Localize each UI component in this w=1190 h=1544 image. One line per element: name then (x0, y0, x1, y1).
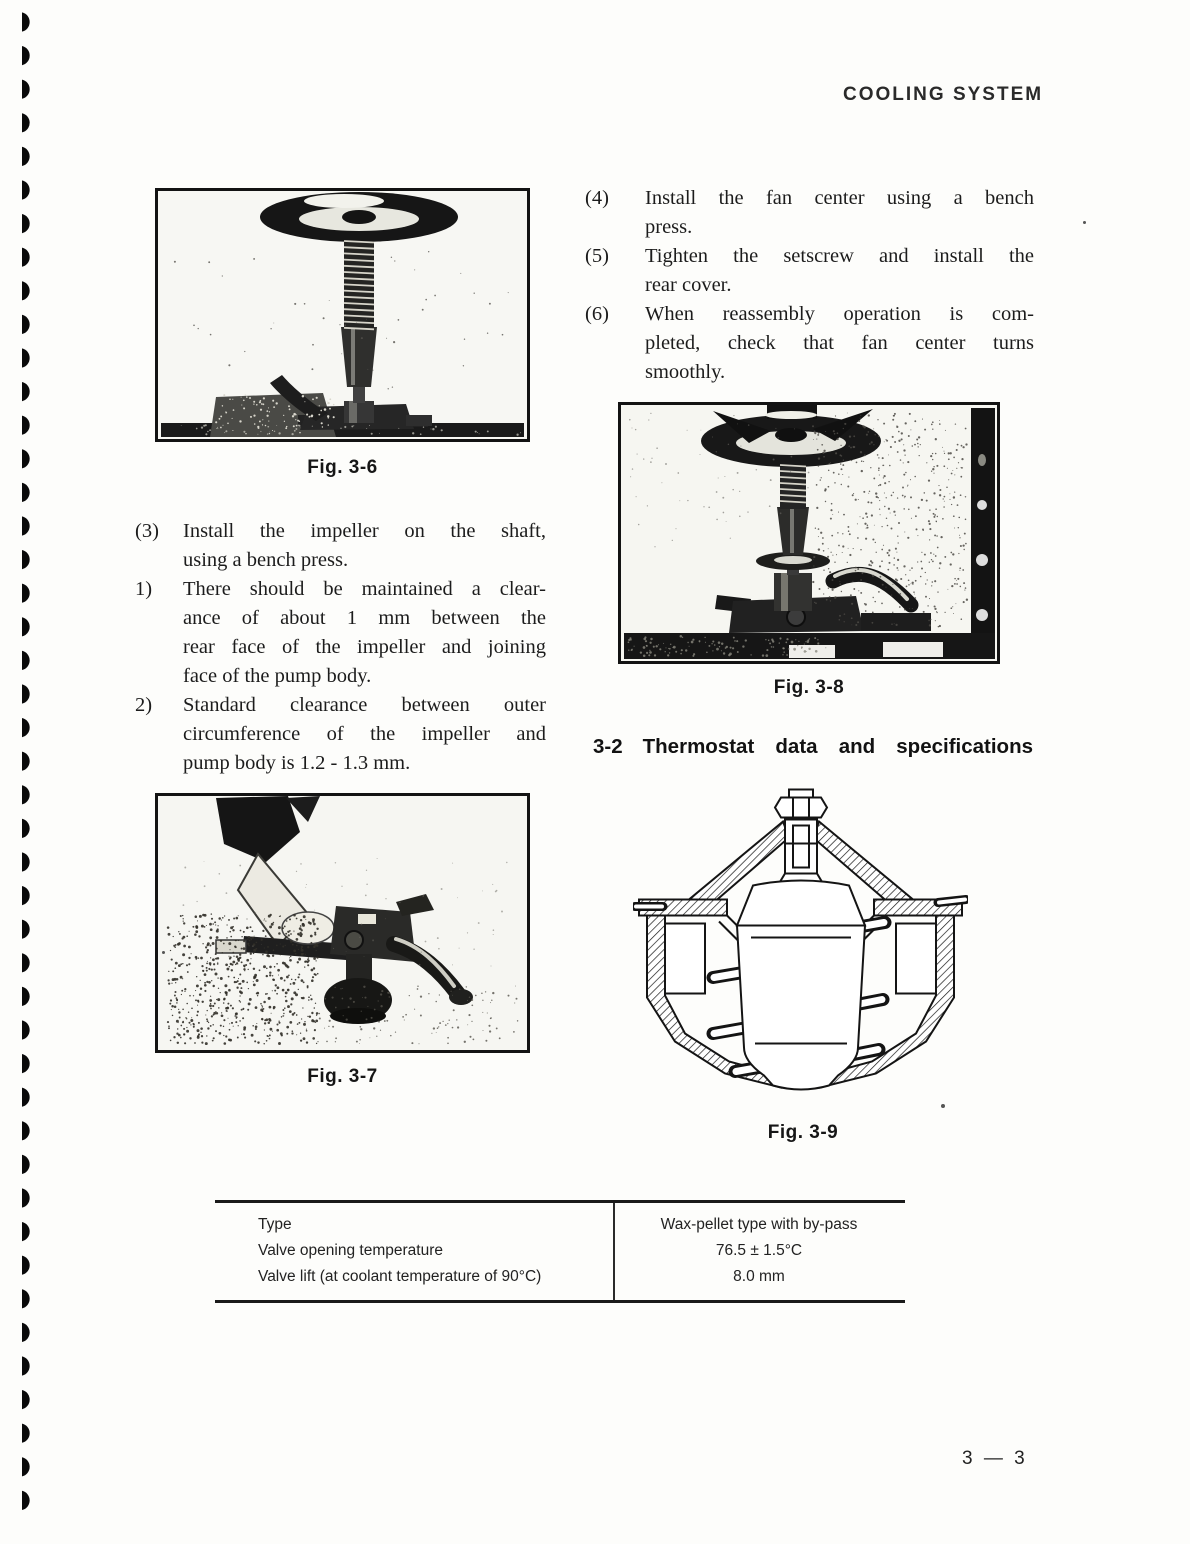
scan-artifact-dot (162, 951, 165, 954)
list-text: When reassembly operation is com- pleted, check that fan center turns smoothly. (645, 303, 1034, 383)
figure-caption: Fig. 3-9 (767, 1122, 839, 1143)
right-column-list (585, 184, 1034, 387)
fig-3-9-thermostat-drawing (633, 784, 968, 1099)
table-row (215, 1212, 905, 1238)
fig-3-6-photo (155, 188, 530, 442)
spec-label: Valve lift (at coolant temperature of 90°C) (258, 1268, 542, 1285)
table-row (215, 1264, 905, 1290)
list-marker: (3) (135, 520, 159, 542)
spec-label: Type (258, 1216, 292, 1233)
figure-caption: Fig. 3-6 (307, 457, 378, 478)
fig-3-7-photo (155, 793, 530, 1053)
list-marker: (5) (585, 245, 609, 267)
left-column-list (135, 517, 546, 778)
list-item (135, 575, 546, 691)
list-item (585, 242, 1034, 300)
list-text: Tighten the setscrew and install the rear cover. (645, 245, 1034, 296)
list-text: There should be maintained a clear- ance of about 1 mm between the rear face of the impeller and joining face of the pump body. (183, 578, 546, 687)
list-text: Install the fan center using a bench press. (645, 187, 1034, 238)
spec-value: Wax-pellet type with by-pass (660, 1216, 858, 1233)
figure-caption: Fig. 3-7 (307, 1066, 378, 1087)
spec-value: 76.5 ± 1.5°C (715, 1242, 803, 1259)
list-item (135, 691, 546, 778)
table-divider (613, 1203, 615, 1300)
figure-caption: Fig. 3-8 (773, 677, 845, 698)
list-item (135, 517, 546, 575)
page-header: COOLING SYSTEM (843, 84, 1044, 105)
binding-holes (0, 0, 50, 1544)
table-row (215, 1238, 905, 1264)
scan-artifact-dot (1083, 221, 1086, 224)
section-heading (593, 735, 1033, 759)
page-number: 3 — 3 (962, 1448, 1028, 1469)
fig-3-8-photo (618, 402, 1000, 664)
list-marker: (6) (585, 303, 609, 325)
list-marker: 2) (135, 694, 153, 716)
list-text: Standard clearance between outer circumference of the impeller and pump body is 1.2 - 1.3 mm. (183, 694, 546, 774)
section-title: Thermostat data and specifications (642, 735, 1033, 758)
list-item (585, 300, 1034, 387)
scan-artifact-dot (941, 1104, 945, 1108)
list-text: Install the impeller on the shaft, using a bench press. (183, 520, 546, 571)
spec-value: 8.0 mm (733, 1268, 785, 1285)
section-number: 3-2 (593, 735, 623, 758)
list-marker: (4) (585, 187, 609, 209)
thermostat-spec-table (215, 1200, 905, 1303)
list-item (585, 184, 1034, 242)
list-marker: 1) (135, 578, 153, 600)
spec-label: Valve opening temperature (258, 1242, 443, 1259)
